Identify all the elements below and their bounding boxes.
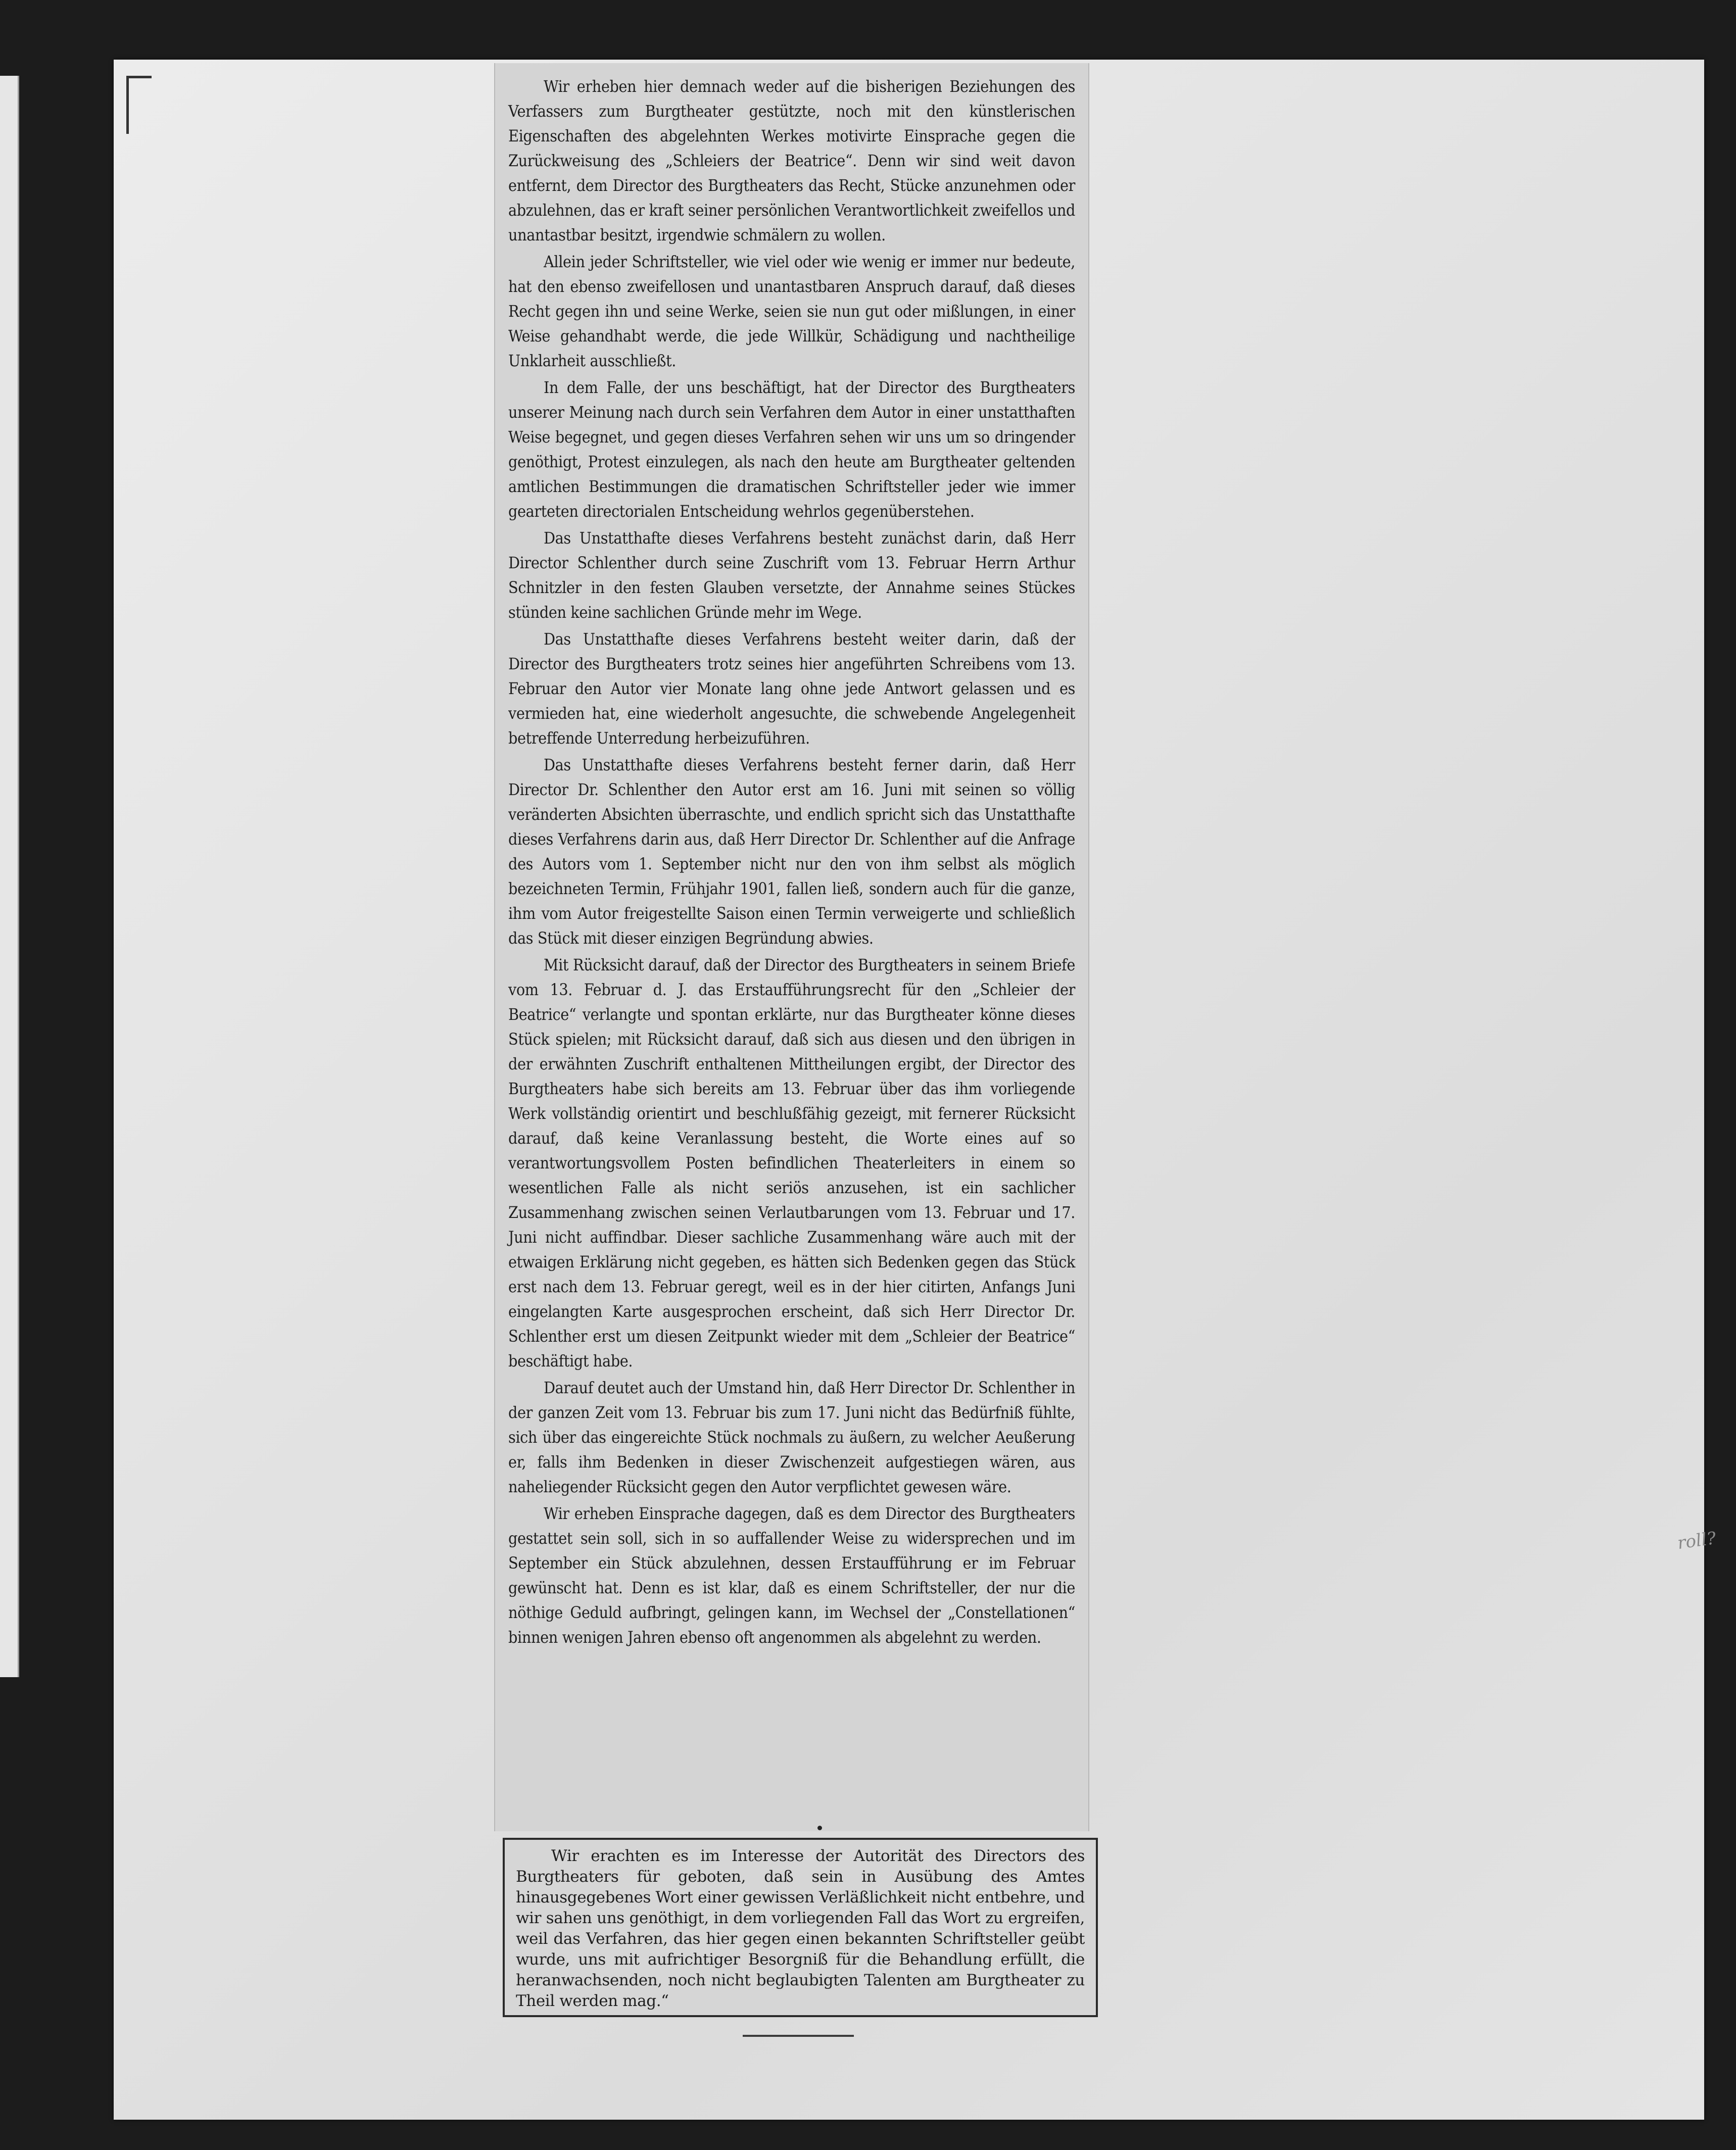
article-paragraph: Das Unstatthafte dieses Verfahrens besteht ferner darin, daß Herr Director Dr. Schlenther den Autor erst am 16. Juni mit seinen so völlig veränderten Absichten überraschte, und endlich spricht sich das Unstatthafte dieses Verfahrens darin aus, daß Herr Director Dr. Schlenther auf die Anfrage des Autors vom 1. September nicht nur den von ihm selbst als möglich bezeichneten Termin, Frühjahr 1901, fallen ließ, sondern auch für die ganze, ihm vom Autor freigestellte Saison einen Termin verweigerte und schließlich das Stück mit dieser einzigen Begründung abwies.: [508, 755, 1075, 948]
article-paragraph: Wir erheben Einsprache dagegen, daß es dem Director des Burgtheaters gestattet sein soll, sich in so auffallender Weise zu widersprechen und im September ein Stück abzulehnen, dessen Erstaufführung er im Februar gewünscht hat. Denn es ist klar, daß es einem Schriftsteller, der nur die nöthige Geduld aufbringt, gelingen kann, im Wechsel der „Constellationen“ binnen wenigen Jahren ebenso oft angenommen als abgelehnt zu werden.: [508, 1504, 1075, 1647]
corner-crop-mark: [126, 76, 152, 134]
article-paragraph: Allein jeder Schriftsteller, wie viel oder wie wenig er immer nur bedeute, hat den ebenso zweifellosen und unantastbaren Anspruch darauf, daß dieses Recht gegen ihn und seine Werke, seien sie nun gut oder mißlungen, in einer Weise gehandhabt werde, die jede Willkür, Schädigung und nachtheilige Unklarheit ausschließt.: [508, 252, 1075, 370]
article-paragraph: Das Unstatthafte dieses Verfahrens besteht zunächst darin, daß Herr Director Schlenther durch seine Zuschrift vom 13. Februar Herrn Arthur Schnitzler in den festen Glauben versetzte, der Annahme seines Stückes stünden keine sachlichen Gründe mehr im Wege.: [508, 528, 1075, 622]
closing-rule: [743, 2035, 854, 2037]
article-paragraph: Das Unstatthafte dieses Verfahrens besteht weiter darin, daß der Director des Burgtheaters trotz seines hier angeführten Schreibens vom 13. Februar den Autor vier Monate lang ohne jede Antwort gelassen und es vermieden hat, eine wiederholt angesuchte, die schwebende Angelegenheit betreffende Unterredung herbeizuführen.: [508, 629, 1075, 748]
article-paragraph: Wir erheben hier demnach weder auf die bisherigen Beziehungen des Verfassers zum Burgtheater gestützte, noch mit den künstlerischen Eigenschaften des abgelehnten Werkes motivirte Einsprache gegen die Zurückweisung des „Schleiers der Beatrice“. Denn wir sind weit davon entfernt, dem Director des Burgtheaters das Recht, Stücke anzunehmen oder abzulehnen, das er kraft seiner persönlichen Verantwortlichkeit zweifellos und unantastbar besitzt, irgendwie schmälern zu wollen.: [508, 77, 1075, 245]
article-paragraph: Darauf deutet auch der Umstand hin, daß Herr Director Dr. Schlenther in der ganzen Zeit vom 13. Februar bis zum 17. Juni nicht das Bedürfniß fühlte, sich über das eingereichte Stück nochmals zu äußern, zu welcher Aeußerung er, falls ihm Bedenken in dieser Zwischenzeit aufgestiegen wären, aus naheliegender Rücksicht gegen den Autor verpflichtet gewesen wäre.: [508, 1378, 1075, 1496]
newspaper-clipping: [494, 63, 1089, 1831]
separator-dot: [817, 1826, 822, 1830]
boxed-paragraph-text: Wir erachten es im Interesse der Autorität des Directors des Burgtheaters für geboten, daß sein in Ausübung des Amtes hinausgegebenes Wort einer gewissen Verläßlichkeit nicht entbehre, und wir sahen uns genöthigt, in dem vorliegenden Fall das Wort zu ergreifen, weil das Verfahren, das hier gegen einen bekannten Schriftsteller geübt wurde, uns mit aufrichtiger Besorgniß für die Behandlung erfüllt, die heranwachsenden, noch nicht beglaubigten Talenten am Burgtheater zu Theil werden mag.“: [516, 1847, 1085, 2010]
boxed-closing-paragraph: [503, 1838, 1098, 2017]
pencil-margin-note: roll?: [1676, 1528, 1718, 1554]
article-paragraph: In dem Falle, der uns beschäftigt, hat der Director des Burgtheaters unserer Meinung nach durch sein Verfahren dem Autor in einer unstatthaften Weise begegnet, und gegen dieses Verfahren sehen wir uns um so dringender genöthigt, Protest einzulegen, als nach den heute am Burgtheater geltenden amtlichen Bestimmungen die dramatischen Schriftsteller jeder wie immer gearteten directorialen Entscheidung wehrlos gegenüberstehen.: [508, 378, 1075, 521]
article-paragraph: Mit Rücksicht darauf, daß der Director des Burgtheaters in seinem Briefe vom 13. Februar d. J. das Erstaufführungsrecht für den „Schleier der Beatrice“ verlangte und spontan erklärte, nur das Burgtheater könne dieses Stück spielen; mit Rücksicht darauf, daß sich aus diesen und den übrigen in der erwähnten Zuschrift enthaltenen Mittheilungen ergibt, der Director des Burgtheaters habe sich bereits am 13. Februar über das ihm vorliegende Werk vollständig orientirt und beschlußfähig gezeigt, mit fernerer Rücksicht darauf, daß keine Veranlassung besteht, die Worte eines auf so verantwortungsvollem Posten befindlichen Theaterleiters in einem so wesentlichen Falle als nicht seriös anzusehen, ist ein sachlicher Zusammenhang zwischen seinen Verlautbarungen vom 13. Februar und 17. Juni nicht auffindbar. Dieser sachliche Zusammenhang wäre auch mit der etwaigen Erklärung nicht gegeben, es hätten sich Bedenken gegen das Stück erst nach dem 13. Februar geregt, weil es in der hier citirten, Anfangs Juni eingelangten Karte ausgesprochen erscheint, daß sich Herr Director Dr. Schlenther erst um diesen Zeitpunkt wieder mit dem „Schleier der Beatrice“ beschäftigt habe.: [508, 955, 1075, 1371]
adjacent-sheet-edge: [0, 76, 19, 1677]
